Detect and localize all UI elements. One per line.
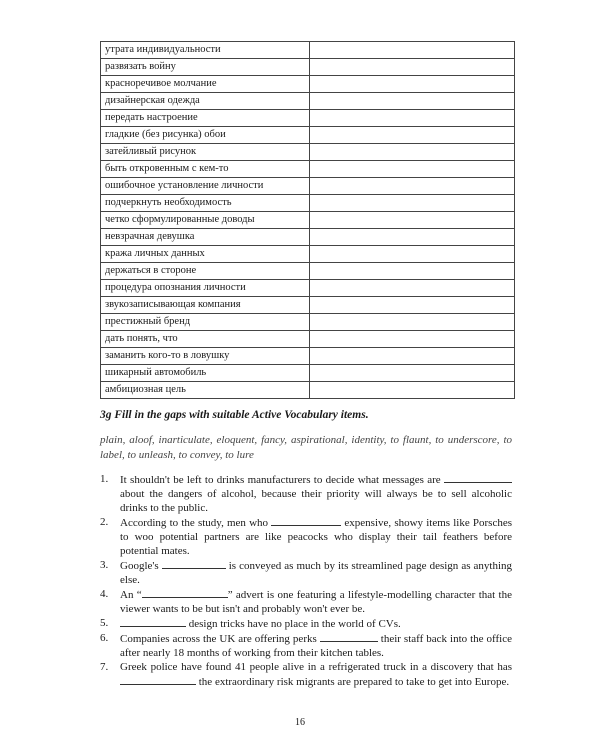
answer-gap[interactable]: [320, 631, 378, 642]
exercise-item: [100, 558, 512, 587]
vocab-row: [101, 365, 515, 382]
vocab-row: [101, 229, 515, 246]
english-answer-cell[interactable]: [310, 246, 515, 263]
item-text-after: ” advert is one featuring a lifestyle-modelling character that the viewer wants to be but isn't and probably won't ever be.: [120, 589, 512, 615]
vocab-row: [101, 263, 515, 280]
russian-term: дизайнерская одежда: [101, 93, 310, 110]
russian-term: передать настроение: [101, 110, 310, 127]
word-bank: plain, aloof, inarticulate, eloquent, fancy, aspirational, identity, to flaunt, to underscore, to label, to unleash, to convey, to lure: [100, 434, 512, 461]
russian-term: утрата индивидуальности: [101, 42, 310, 59]
english-answer-cell[interactable]: [310, 195, 515, 212]
exercise-item: [100, 515, 512, 558]
exercise-heading: 3g Fill in the gaps with suitable Active Vocabulary items.: [100, 409, 369, 421]
russian-term: ошибочное установление личности: [101, 178, 310, 195]
answer-gap[interactable]: [444, 472, 512, 483]
russian-term: амбициозная цель: [101, 382, 310, 399]
vocab-row: [101, 348, 515, 365]
russian-term: подчеркнуть необходимость: [101, 195, 310, 212]
item-text-before: According to the study, men who: [120, 517, 269, 529]
vocab-row: [101, 127, 515, 144]
vocab-row: [101, 59, 515, 76]
answer-gap[interactable]: [142, 587, 228, 598]
russian-term: шикарный автомобиль: [101, 365, 310, 382]
english-answer-cell[interactable]: [310, 229, 515, 246]
vocab-row: [101, 144, 515, 161]
vocab-row: [101, 93, 515, 110]
russian-term: гладкие (без рисунка) обои: [101, 127, 310, 144]
item-number: 3.: [100, 559, 109, 571]
item-text-before: Greek police have found 41 people alive in a refrigerated truck in a discovery that has: [120, 661, 512, 673]
russian-term: заманить кого-то в ловушку: [101, 348, 310, 365]
answer-gap[interactable]: [271, 515, 341, 526]
vocab-row: [101, 382, 515, 399]
item-text-before: Companies across the UK are offering perks: [120, 633, 317, 645]
item-text-after: design tricks have no place in the world of CVs.: [188, 618, 401, 630]
english-answer-cell[interactable]: [310, 93, 515, 110]
answer-gap[interactable]: [162, 558, 226, 569]
russian-term: дать понять, что: [101, 331, 310, 348]
item-text-before: Google's: [120, 560, 159, 572]
russian-term: затейливый рисунок: [101, 144, 310, 161]
english-answer-cell[interactable]: [310, 178, 515, 195]
exercise-item: [100, 472, 512, 515]
answer-gap[interactable]: [120, 674, 196, 685]
english-answer-cell[interactable]: [310, 110, 515, 127]
exercise-list: [100, 472, 512, 689]
russian-term: престижный бренд: [101, 314, 310, 331]
item-text-before: It shouldn't be left to drinks manufacturers to decide what messages are: [120, 474, 441, 486]
item-number: 5.: [100, 617, 109, 629]
exercise-item: [100, 631, 512, 660]
vocab-row: [101, 314, 515, 331]
english-answer-cell[interactable]: [310, 280, 515, 297]
vocab-row: [101, 161, 515, 178]
item-text-after: is conveyed as much by its streamlined page design as anything else.: [120, 560, 513, 586]
russian-term: красноречивое молчание: [101, 76, 310, 93]
vocab-row: [101, 297, 515, 314]
english-answer-cell[interactable]: [310, 144, 515, 161]
russian-term: быть откровенным с кем-то: [101, 161, 310, 178]
vocab-row: [101, 280, 515, 297]
russian-term: четко сформулированные доводы: [101, 212, 310, 229]
vocab-row: [101, 331, 515, 348]
page-number: 16: [295, 717, 305, 728]
english-answer-cell[interactable]: [310, 59, 515, 76]
english-answer-cell[interactable]: [310, 76, 515, 93]
item-number: 1.: [100, 473, 109, 485]
russian-term: держаться в стороне: [101, 263, 310, 280]
item-number: 7.: [100, 661, 109, 673]
russian-term: кража личных данных: [101, 246, 310, 263]
vocab-row: [101, 178, 515, 195]
exercise-item: [100, 616, 512, 631]
vocab-row: [101, 42, 515, 59]
item-text-after: expensive, showy items like Porsches to woo potential partners are like peacocks who display their tail feathers before potential mates.: [120, 517, 513, 557]
english-answer-cell[interactable]: [310, 263, 515, 280]
exercise-item: [100, 587, 512, 616]
vocabulary-table: [100, 41, 515, 399]
english-answer-cell[interactable]: [310, 297, 515, 314]
english-answer-cell[interactable]: [310, 348, 515, 365]
english-answer-cell[interactable]: [310, 314, 515, 331]
item-text-before: An “: [120, 589, 142, 601]
item-text-after: about the dangers of alcohol, because their priority will always be to sell alcoholic drinks to the public.: [120, 488, 512, 514]
item-number: 6.: [100, 632, 109, 644]
vocab-row: [101, 212, 515, 229]
english-answer-cell[interactable]: [310, 382, 515, 399]
vocab-row: [101, 195, 515, 212]
item-number: 2.: [100, 516, 109, 528]
vocab-row: [101, 246, 515, 263]
russian-term: невзрачная девушка: [101, 229, 310, 246]
item-number: 4.: [100, 588, 109, 600]
item-text-after: their staff back into the office after nearly 18 months of working from their kitchen tables.: [120, 633, 513, 659]
english-answer-cell[interactable]: [310, 331, 515, 348]
vocab-row: [101, 110, 515, 127]
russian-term: развязать войну: [101, 59, 310, 76]
answer-gap[interactable]: [120, 616, 186, 627]
russian-term: звукозаписывающая компания: [101, 297, 310, 314]
english-answer-cell[interactable]: [310, 161, 515, 178]
english-answer-cell[interactable]: [310, 365, 515, 382]
vocab-row: [101, 76, 515, 93]
item-text-after: the extraordinary risk migrants are prepared to take to get into Europe.: [198, 676, 510, 688]
russian-term: процедура опознания личности: [101, 280, 310, 297]
vocabulary-table-body: [101, 42, 515, 399]
exercise-item: [100, 660, 512, 689]
english-answer-cell[interactable]: [310, 127, 515, 144]
english-answer-cell[interactable]: [310, 212, 515, 229]
english-answer-cell[interactable]: [310, 42, 515, 59]
